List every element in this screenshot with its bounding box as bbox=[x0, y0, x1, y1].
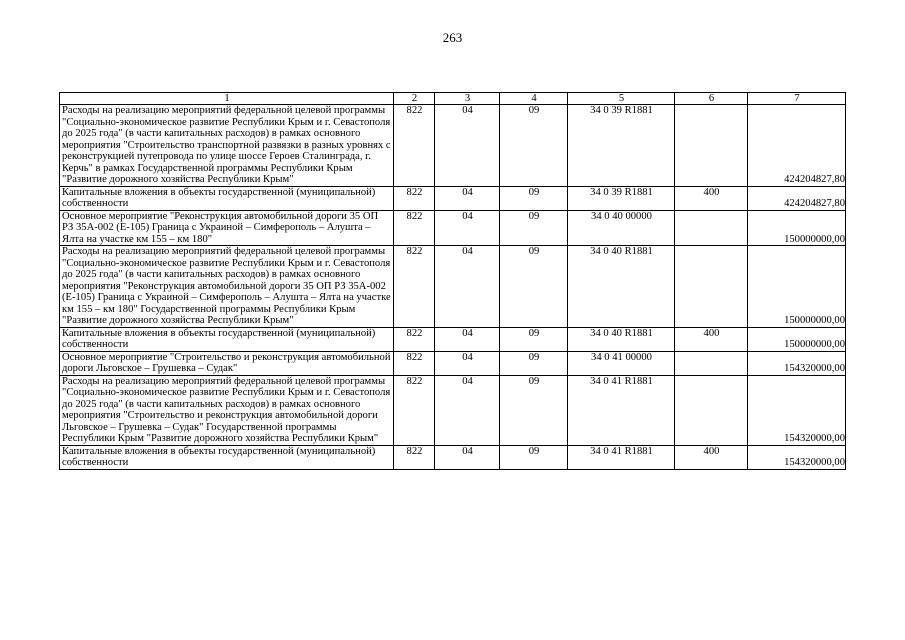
col-6-cell: 400 bbox=[675, 445, 748, 469]
header-cell: 4 bbox=[500, 93, 568, 105]
col-6-cell bbox=[675, 210, 748, 246]
col-6-cell: 400 bbox=[675, 186, 748, 210]
col-3-cell: 04 bbox=[435, 210, 500, 246]
amount-cell: 424204827,80 bbox=[748, 105, 846, 187]
page-number: 263 bbox=[442, 30, 463, 45]
row-name-cell: Расходы на реализацию мероприятий федеральной целевой программы "Социально-экономическое развитие Республики Крым и г. Севастополя до 2025 года" (в части капитальных расходов) в рамках основного мероприятия "Реконструкция автомобильной дороги 35 ОП РЗ 35А-002 (Е-105) Граница с Украиной – Симферополь – Алушта – Ялта на участке км 155 – км 180" Государственной программы Республики Крым "Развитие дорожного хозяйства Республики Крым" bbox=[60, 246, 394, 328]
col-5-cell: 34 0 41 00000 bbox=[568, 351, 675, 375]
col-2-cell: 822 bbox=[394, 246, 435, 328]
row-name-cell: Основное мероприятие "Реконструкция автомобильной дороги 35 ОП РЗ 35А-002 (Е-105) Граница с Украиной – Симферополь – Алушта – Ялта на участке км 155 – км 180" bbox=[60, 210, 394, 246]
col-6-cell bbox=[675, 105, 748, 187]
col-4-cell: 09 bbox=[500, 186, 568, 210]
amount-cell: 150000000,00 bbox=[748, 246, 846, 328]
amount-cell: 154320000,00 bbox=[748, 375, 846, 445]
table-row bbox=[60, 186, 846, 210]
row-name-cell: Расходы на реализацию мероприятий федеральной целевой программы "Социально-экономическое развитие Республики Крым и г. Севастополя до 2025 года" (в части капитальных расходов) в рамках основного мероприятия "Строительство транспортной развязки в разных уровнях с реконструкцией путепровода по улице шоссе Героев Сталинграда, г. Керчь" в рамках Государственной программы Республики Крым "Развитие дорожного хозяйства Республики Крым" bbox=[60, 105, 394, 187]
row-name-cell: Капитальные вложения в объекты государственной (муниципальной) собственности bbox=[60, 186, 394, 210]
col-3-cell: 04 bbox=[435, 445, 500, 469]
header-cell: 5 bbox=[568, 93, 675, 105]
table-row bbox=[60, 327, 846, 351]
table-row bbox=[60, 445, 846, 469]
table-header-row bbox=[60, 93, 846, 105]
col-2-cell: 822 bbox=[394, 327, 435, 351]
col-4-cell: 09 bbox=[500, 246, 568, 328]
amount-cell: 424204827,80 bbox=[748, 186, 846, 210]
col-4-cell: 09 bbox=[500, 327, 568, 351]
col-3-cell: 04 bbox=[435, 351, 500, 375]
col-5-cell: 34 0 41 R1881 bbox=[568, 375, 675, 445]
col-5-cell: 34 0 40 R1881 bbox=[568, 327, 675, 351]
table-row bbox=[60, 246, 846, 328]
col-4-cell: 09 bbox=[500, 105, 568, 187]
amount-cell: 154320000,00 bbox=[748, 445, 846, 469]
col-2-cell: 822 bbox=[394, 375, 435, 445]
col-6-cell bbox=[675, 351, 748, 375]
col-2-cell: 822 bbox=[394, 445, 435, 469]
col-2-cell: 822 bbox=[394, 351, 435, 375]
col-5-cell: 34 0 40 R1881 bbox=[568, 246, 675, 328]
col-6-cell bbox=[675, 375, 748, 445]
header-cell: 7 bbox=[748, 93, 846, 105]
col-3-cell: 04 bbox=[435, 327, 500, 351]
table-row bbox=[60, 375, 846, 445]
col-5-cell: 34 0 39 R1881 bbox=[568, 105, 675, 187]
header-cell: 2 bbox=[394, 93, 435, 105]
col-4-cell: 09 bbox=[500, 210, 568, 246]
col-6-cell bbox=[675, 246, 748, 328]
col-4-cell: 09 bbox=[500, 445, 568, 469]
col-3-cell: 04 bbox=[435, 186, 500, 210]
col-6-cell: 400 bbox=[675, 327, 748, 351]
amount-cell: 154320000,00 bbox=[748, 351, 846, 375]
amount-cell: 150000000,00 bbox=[748, 210, 846, 246]
col-5-cell: 34 0 40 00000 bbox=[568, 210, 675, 246]
row-name-cell: Основное мероприятие "Строительство и реконструкция автомобильной дороги Льговское – Грушевка – Судак" bbox=[60, 351, 394, 375]
table-row bbox=[60, 210, 846, 246]
col-4-cell: 09 bbox=[500, 351, 568, 375]
row-name-cell: Капитальные вложения в объекты государственной (муниципальной) собственности bbox=[60, 445, 394, 469]
col-5-cell: 34 0 39 R1881 bbox=[568, 186, 675, 210]
header-cell: 6 bbox=[675, 93, 748, 105]
header-cell: 1 bbox=[60, 93, 394, 105]
col-3-cell: 04 bbox=[435, 246, 500, 328]
table-row bbox=[60, 105, 846, 187]
col-5-cell: 34 0 41 R1881 bbox=[568, 445, 675, 469]
col-3-cell: 04 bbox=[435, 375, 500, 445]
row-name-cell: Капитальные вложения в объекты государственной (муниципальной) собственности bbox=[60, 327, 394, 351]
col-3-cell: 04 bbox=[435, 105, 500, 187]
col-4-cell: 09 bbox=[500, 375, 568, 445]
row-name-cell: Расходы на реализацию мероприятий федеральной целевой программы "Социально-экономическое развитие Республики Крым и г. Севастополя до 2025 года" (в части капитальных расходов) в рамках основного мероприятия "Строительство и реконструкция автомобильной дороги Льговское – Грушевка – Судак" Государственной программы Республики Крым "Развитие дорожного хозяйства Республики Крым" bbox=[60, 375, 394, 445]
col-2-cell: 822 bbox=[394, 210, 435, 246]
table-row bbox=[60, 351, 846, 375]
budget-table bbox=[59, 92, 846, 470]
amount-cell: 150000000,00 bbox=[748, 327, 846, 351]
col-2-cell: 822 bbox=[394, 105, 435, 187]
header-cell: 3 bbox=[435, 93, 500, 105]
col-2-cell: 822 bbox=[394, 186, 435, 210]
